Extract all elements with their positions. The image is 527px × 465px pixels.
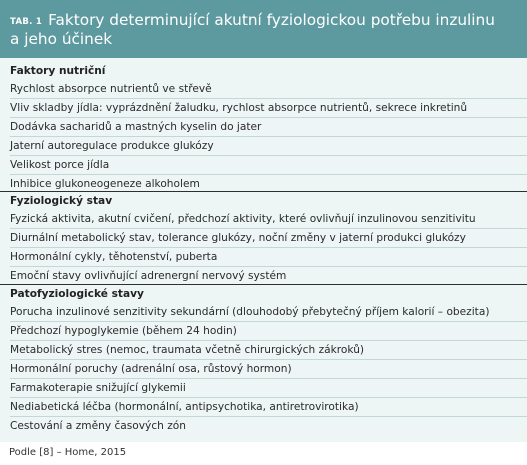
- table-header: [0, 0, 527, 58]
- table-row: Inhibice glukoneogeneze alkoholem: [10, 178, 200, 190]
- table-row: Fyzická aktivita, akutní cvičení, předchozí aktivity, které ovlivňují inzulinovou senzitivitu: [10, 210, 527, 229]
- table-title-line-1: [10, 11, 517, 30]
- table-row: Dodávka sacharidů a mastných kyselin do jater: [10, 118, 527, 137]
- table-row: Jaterní autoregulace produkce glukózy: [10, 137, 527, 156]
- table-row: Farmakoterapie snižující glykemii: [10, 379, 527, 398]
- section-nutritional-factors: [0, 63, 527, 194]
- section-pathophysiological-states: [0, 286, 527, 436]
- table-row: Hormonální cykly, těhotenství, puberta: [10, 248, 527, 267]
- table-row: Vliv skladby jídla: vyprázdnění žaludku, rychlost absorpce nutrientů, sekrece inkretinů: [10, 99, 527, 118]
- section-heading: Faktory nutriční: [10, 65, 106, 77]
- table-title: Faktory determinující akutní fyziologickou potřebu inzulinu: [48, 11, 495, 29]
- table-row: Předchozí hypoglykemie (během 24 hodin): [10, 322, 527, 341]
- section-divider: [0, 284, 527, 285]
- table-row: Diurnální metabolický stav, tolerance glukózy, noční změny v jaterní produkci glukózy: [10, 229, 527, 248]
- section-heading: Patofyziologické stavy: [10, 288, 144, 300]
- table-row: Emoční stavy ovlivňující adrenergní nervový systém: [10, 270, 287, 282]
- section-physiological-state: [0, 193, 527, 286]
- table-row: Velikost porce jídla: [10, 156, 527, 175]
- table-row: Hormonální poruchy (adrenální osa, růstový hormon): [10, 360, 527, 379]
- section-heading: Fyziologický stav: [10, 195, 113, 207]
- source-note: Podle [8] – Home, 2015: [9, 447, 127, 458]
- table-number-label: TAB. 1: [10, 17, 43, 27]
- table-row: Nediabetická léčba (hormonální, antipsychotika, antiretrovirotika): [10, 398, 527, 417]
- table-row: Rychlost absorpce nutrientů ve střevě: [10, 80, 527, 99]
- table-row: Cestování a změny časových zón: [10, 420, 186, 432]
- table-row: Metabolický stres (nemoc, traumata včetně chirurgických zákroků): [10, 341, 527, 360]
- section-divider: [0, 191, 527, 192]
- table-row: Porucha inzulinové senzitivity sekundární (dlouhodobý přebytečný příjem kalorií – obezita): [10, 303, 527, 322]
- table-title-continuation: a jeho účinek: [10, 30, 113, 48]
- table-body: [0, 58, 527, 442]
